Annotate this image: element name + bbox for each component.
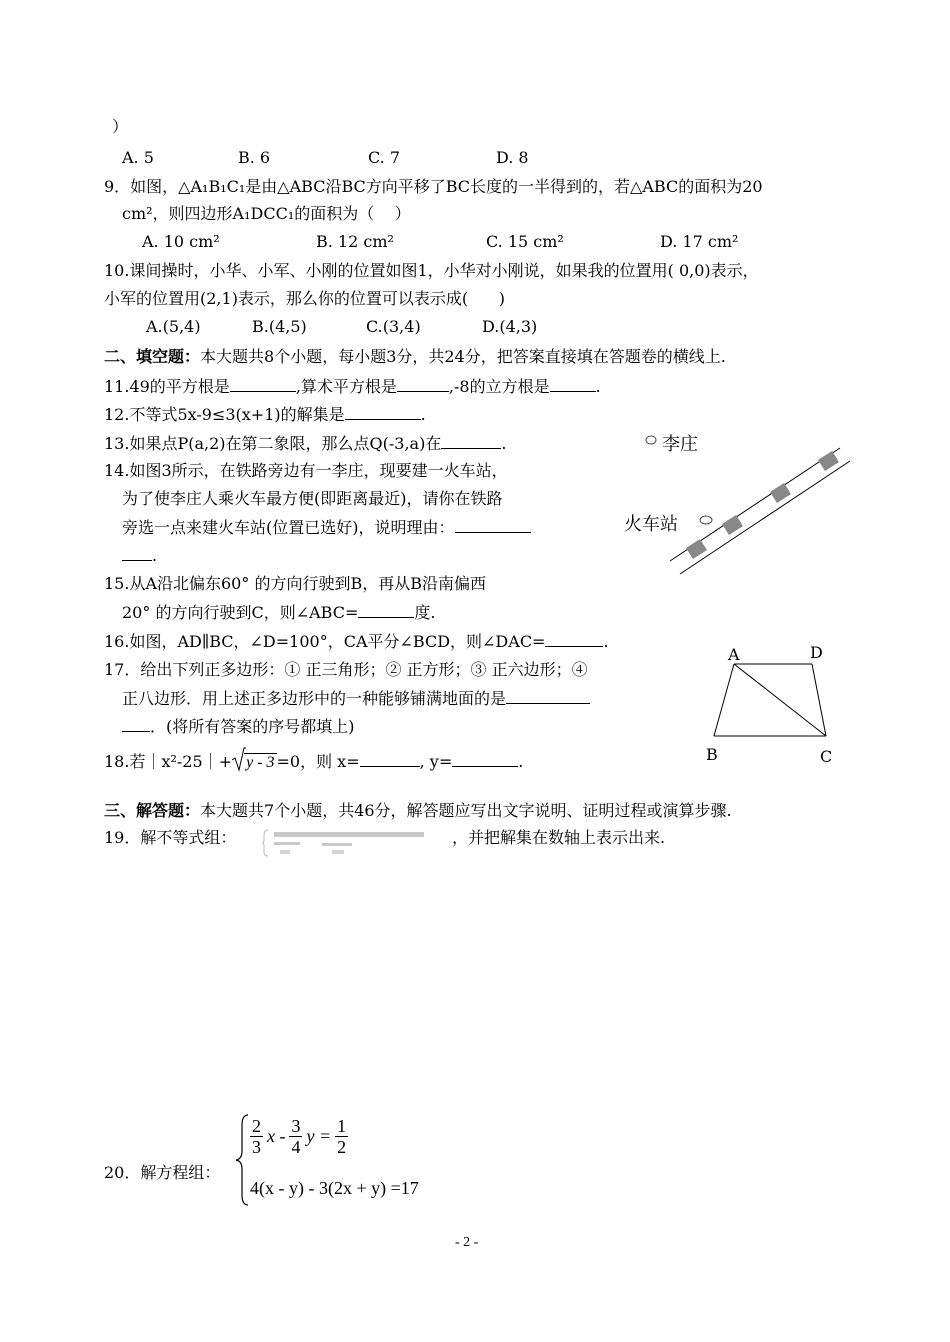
q11: 11.49的平方根是 ,算术平方根是 ,-8的立方根是 . [104, 377, 601, 396]
q14-line1: 14.如图3所示，在铁路旁边有一李庄，现要建一火车站， [104, 461, 508, 480]
section3-instructions: 本大题共7个小题，共46分，解答题应写出文字说明、证明过程或演算步骤. [200, 801, 732, 820]
q10-line1: 10.课间操时，小华、小军、小刚的位置如图1，小华对小刚说，如果我的位置用( 0,0)表示， [104, 261, 759, 280]
q10-option-d: D.(4,3) [482, 317, 538, 336]
trap-label-c: C [820, 747, 833, 766]
q8-option-d: D. 8 [496, 148, 529, 167]
q12-blank[interactable] [345, 404, 421, 420]
q18-blank-y[interactable] [452, 751, 518, 767]
q8-option-a: A. 5 [122, 148, 154, 167]
q10-option-a: A.(5,4) [146, 317, 201, 336]
q19-inequality-system-image [262, 826, 434, 860]
q9-option-b: B. 12 cm² [316, 232, 394, 251]
q16: 16.如图，AD∥BC，∠D=100°，CA平分∠BCD，则∠DAC= . [104, 632, 609, 651]
station-marker [700, 516, 712, 524]
q17-line1: 17．给出下列正多边形：① 正三角形；② 正方形；③ 正六边形；④ [104, 660, 588, 679]
railway-track [670, 448, 850, 579]
q13-blank[interactable] [441, 433, 501, 449]
section2-title: 二、填空题： [104, 347, 201, 366]
q14-line3: 旁选一点来建火车站(位置已选好)，说明理由： [122, 517, 531, 538]
q8-tail: ） [112, 117, 129, 136]
railway-figure [620, 420, 860, 580]
trap-label-a: A [728, 645, 740, 664]
q11-blank-arith-root[interactable] [397, 376, 449, 392]
q11-blank-square-root[interactable] [230, 376, 296, 392]
section2-heading [104, 347, 726, 367]
q12: 12.不等式5x-9≤3(x+1)的解集是 . [104, 405, 426, 424]
section3-heading [104, 801, 732, 821]
q13: 13.如果点P(a,2)在第二象限，那么点Q(-3,a)在 . [104, 434, 507, 453]
radical-sign-icon [232, 746, 246, 772]
q17-line2: 正八边形．用上述正多边形中的一种能够铺满地面的是 [122, 688, 590, 709]
q18-blank-x[interactable] [360, 751, 420, 767]
q9-line1: 9．如图，△A₁B₁C₁是由△ABC沿BC方向平移了BC长度的一半得到的，若△ABC的面积为20 [104, 177, 763, 196]
q20-label: 20．解方程组： [104, 1163, 221, 1182]
q16-blank[interactable] [545, 631, 603, 647]
village-marker [646, 436, 656, 444]
q10-line2: 小军的位置用(2,1)表示，那么你的位置可以表示成( ) [104, 289, 505, 308]
q19-suffix: ，并把解集在数轴上表示出来. [452, 828, 666, 847]
q17-blank-b[interactable] [122, 716, 150, 732]
q14-blank-b[interactable] [122, 545, 152, 561]
q9-option-c: C. 15 cm² [486, 232, 564, 251]
q8-option-c: C. 7 [368, 148, 401, 167]
section2-instructions: 本大题共8个小题，每小题3分，共24分，把答案直接填在答题卷的横线上. [200, 347, 726, 366]
q20-equation2: 4(x - y) - 3(2x + y) =17 [250, 1178, 419, 1198]
q11-blank-cube-root[interactable] [550, 376, 596, 392]
q20-equation1: $\frac{2}{3}$ x - $\frac{3}{4}$ y = $\frac{1}{2}$ [252, 1116, 347, 1157]
q10-option-c: C.(3,4) [366, 317, 421, 336]
q17-blank-a[interactable] [506, 688, 590, 704]
trap-label-b: B [706, 745, 718, 764]
section3-title: 三、解答题： [104, 801, 201, 820]
q20-brace-icon [234, 1113, 250, 1207]
q14-line4: . [122, 545, 157, 566]
q9-line2: cm²，则四边形A₁DCC₁的面积为（ ） [122, 204, 411, 223]
page-number: - 2 - [455, 1235, 479, 1250]
q15-blank[interactable] [358, 602, 414, 618]
village-label: 李庄 [662, 434, 698, 455]
q19-prefix: 19．解不等式组： [104, 828, 237, 847]
q8-option-b: B. 6 [238, 148, 271, 167]
q9-option-a: A. 10 cm² [142, 232, 220, 251]
sqrt-expression: y - 3 [232, 752, 276, 773]
q17-line3: ．(将所有答案的序号都填上) [122, 716, 355, 737]
q14-line2: 为了使李庄人乘火车最方便(即距离最近)，请你在铁路 [122, 489, 503, 508]
station-label: 火车站 [624, 514, 678, 535]
q15-line2: 20° 的方向行驶到C，则∠ABC= 度. [122, 603, 436, 622]
q9-option-d: D. 17 cm² [660, 232, 739, 251]
trap-label-d: D [810, 643, 823, 662]
q15-line1: 15.从A沿北偏东60° 的方向行驶到B，再从B沿南偏西 [104, 574, 486, 593]
q18: 18.若｜x²-25｜+ y - 3 =0，则 x= , y= . [104, 751, 523, 773]
q10-option-b: B.(4,5) [252, 317, 307, 336]
q14-blank-a[interactable] [455, 517, 531, 533]
